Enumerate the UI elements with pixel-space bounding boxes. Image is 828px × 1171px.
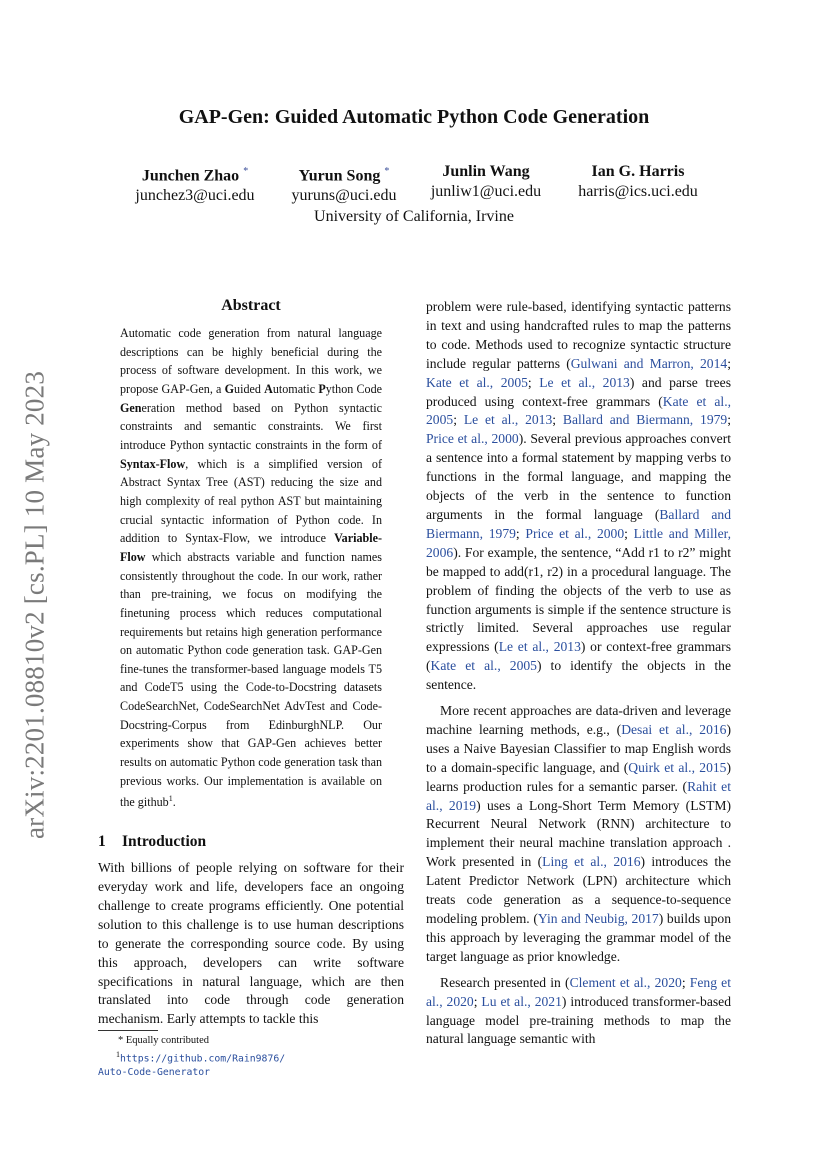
variable-flow-term: Variable-Flow: [120, 531, 382, 564]
citation-link[interactable]: Quirk et al., 2015: [628, 759, 727, 775]
author-email: junliw1@uci.edu: [430, 183, 542, 200]
citation-link[interactable]: Ling et al., 2016: [542, 854, 641, 870]
body-paragraph: More recent approaches are data-driven and leverage machine learning methods, e.g., (Desai et al., 2016) uses a Naive Bayesian Classifier to map English words to a domain-specific language, and (Quirk et al., 2015) learns production rules for a semantic parser. (Rahit et al., 2019) uses a Long-Short Term Memory (LSTM) Recurrent Neural Network (RNN) architecture to implement their neural machine translation approach . Work presented in (Ling et al., 2016) introduces the Latent Predictor Network (LPN) architecture which treats code generation as a sequence-to-sequence modeling problem. (Yin and Neubig, 2017) builds upon this approach by leveraging the grammar model of the target language as prior knowledge.: [426, 703, 731, 964]
citation-link[interactable]: Ballard and Biermann, 1979: [562, 412, 728, 428]
citation-link[interactable]: Desai et al., 2016: [621, 721, 727, 737]
body-paragraph: Research presented in (Clement et al., 2020; Feng et al., 2020; Lu et al., 2021) introduced transformer-based language model pre-training methods to map the natural language semantic with: [426, 974, 731, 1047]
citation-link[interactable]: Kate et al., 2005: [426, 374, 528, 390]
citation-link[interactable]: Little and Miller, 2006: [426, 525, 731, 560]
footnote-github-url-cont[interactable]: Auto-Code-Generator: [98, 1067, 211, 1079]
syntax-flow-term: Syntax-Flow: [120, 456, 186, 471]
footnote-ref[interactable]: 1: [168, 794, 173, 804]
right-column: [426, 298, 731, 1049]
citation-link[interactable]: Yin and Neubig, 2017: [537, 911, 659, 926]
citation-link[interactable]: Le et al., 2013: [539, 374, 630, 390]
left-column: [98, 296, 404, 1029]
citation-link[interactable]: Gulwani and Marron, 2014: [570, 355, 728, 371]
paper-title: GAP-Gen: Guided Automatic Python Code Generation: [178, 106, 650, 128]
footnote-equal-contribution: * Equally contributed: [118, 1035, 209, 1046]
body-paragraph: problem were rule-based, identifying syntactic patterns in text and using handcrafted rules to map the patterns to code. Methods used to recognize syntactic structure include regular patterns (Gulwani and Marron, 2014; Kate et al., 2005; Le et al., 2013) and parse trees produced using context-free grammars (Kate et al., 2005; Le et al., 2013; Ballard and Biermann, 1979; Price et al., 2000). Several previous approaches convert a sentence into a formal statement by mapping verbs to functions in the formal language, and mapping the objects of the verb in the sentence to function arguments in the formal language (Ballard and Biermann, 1979; Price et al., 2000; Little and Miller, 2006). For example, the sentence, “Add r1 to r2” might be mapped to add(r1, r2) in a procedural language. The problem of finding the objects of the verb to use as function arguments is simple if the sentence structure is strictly limited. Several approaches use regular expressions (Le et al., 2013) or context-free grammars (Kate et al., 2005) to identify the objects in the sentence.: [426, 299, 732, 693]
author-3: [424, 162, 548, 202]
citation-link[interactable]: Kate et al., 2005: [426, 393, 731, 428]
author-4: [570, 162, 706, 202]
author-email: harris@ics.uci.edu: [578, 183, 698, 200]
citation-link[interactable]: Price et al., 2000: [525, 525, 625, 541]
citation-link[interactable]: Le et al., 2013: [498, 639, 581, 655]
footnote-mark: 1: [116, 1050, 120, 1059]
footnote-rule: [98, 1030, 158, 1031]
footnote-github-url[interactable]: $^1$https://github.com/Rain9876/: [116, 1050, 286, 1065]
author-name: Junlin Wang: [442, 163, 530, 180]
abstract-heading: Abstract: [221, 297, 281, 314]
author-1: [130, 162, 260, 206]
author-name: Junchen Zhao: [141, 167, 240, 185]
footnotes: [98, 1030, 404, 1080]
citation-link[interactable]: Kate et al., 2005: [430, 658, 537, 674]
affiliation: University of California, Irvine: [314, 208, 514, 225]
equal-contribution-mark: *: [384, 166, 390, 177]
citation-link[interactable]: Price et al., 2000: [426, 431, 519, 447]
author-name: Yurun Song: [298, 167, 381, 185]
author-2: [286, 162, 402, 206]
citation-link[interactable]: Rahit et al., 2019: [426, 778, 731, 813]
author-email: yuruns@uci.edu: [291, 187, 397, 205]
intro-paragraph: With billions of people relying on software for their everyday work and life, developers face an ongoing challenge to create programs efficiently. One potential solution to this challenge is to use human descriptions to generate the corresponding source code. By using this approach, developers can write software specifications in natural language, which are then translated into code through code generation mechanism. Early attempts to tackle this: [98, 860, 404, 1027]
section-title: Introduction: [122, 833, 207, 851]
abstract-body: Automatic code generation from natural language descriptions can be highly beneficial during the process of software development. In this work, we propose GAP-Gen, a Guided Automatic Python Code Generation method based on Python syntactic constraints and semantic constraints. We first introduce Python syntactic constraints in the form of Syntax-Flow, which is a simplified version of Abstract Syntax Tree (AST) reducing the size and high complexity of real python AST but maintaining crucial syntactic information of Python code. In addition to Syntax-Flow, we introduce Variable-Flow which abstracts variable and function names consistently throughout the code. In our work, rather than pre-training, we focus on modifying the finetuning process which reduces computational requirements but retains high generation performance on automatic Python code generation task. GAP-Gen fine-tunes the transformer-based language models T5 and CodeT5 using the Code-to-Docstring datasets CodeSearchNet, CodeSearchNet AdvTest and Code-Docstring-Corpus from EdinburghNLP. Our experiments show that GAP-Gen achieves better results on automatic Python code generation task than previous works. Our implementation is available on the github$^1$.: [120, 326, 382, 810]
section-heading-introduction: [98, 832, 404, 852]
equal-contribution-mark: *: [243, 166, 249, 177]
arxiv-identifier: [14, 360, 56, 850]
citation-link[interactable]: Feng et al., 2020: [426, 974, 731, 1009]
author-name: Ian G. Harris: [591, 163, 685, 180]
citation-link[interactable]: Ballard and Biermann, 1979: [426, 506, 731, 541]
citation-link[interactable]: Lu et al., 2021: [481, 993, 562, 1009]
section-number: 1: [98, 833, 106, 851]
arxiv-id-text: arXiv:2201.08810v2 [cs.PL] 10 May 2023: [19, 370, 50, 840]
citation-link[interactable]: Le et al., 2013: [463, 412, 553, 428]
citation-link[interactable]: Clement et al., 2020: [569, 974, 682, 990]
author-email: junchez3@uci.edu: [135, 187, 255, 205]
